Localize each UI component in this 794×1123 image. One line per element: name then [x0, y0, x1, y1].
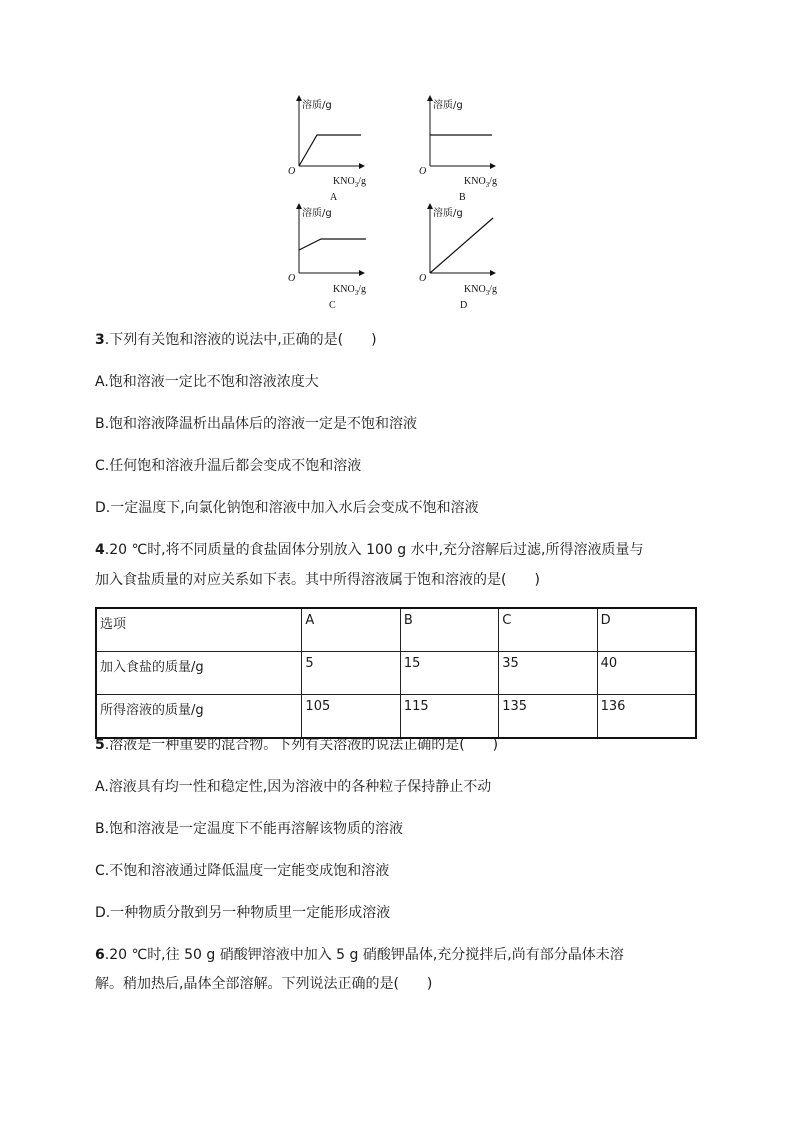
q5-option-a: A.溶液具有均一性和稳定性,因为溶液中的各种粒子保持静止不动: [95, 779, 492, 795]
q6-stem-line1: [95, 945, 624, 965]
q4-stem-line2: 加入食盐质量的对应关系如下表。其中所得溶液属于饱和溶液的是( ): [95, 572, 540, 588]
y-axis-label: 溶质/g: [302, 100, 332, 111]
q4-stem-line1: [95, 540, 644, 560]
q3-stem-text: .下列有关饱和溶液的说法中,正确的是( ): [104, 332, 377, 348]
table-cell: 135: [499, 695, 597, 739]
table-cell: 136: [597, 695, 696, 739]
graphs-svg: [270, 88, 530, 310]
table-cell: 115: [400, 695, 498, 739]
q5-option-d: D.一种物质分散到另一种物质里一定能形成溶液: [95, 905, 391, 921]
x-axis-label: $KNO_3/g$: [464, 284, 497, 297]
q3-option-b: B.饱和溶液降温析出晶体后的溶液一定是不饱和溶液: [95, 416, 418, 432]
x-axis-label: $KNO_3/g$: [333, 284, 366, 297]
graph-panel-c: [288, 204, 366, 310]
q4-stem-text: .20 ℃时,将不同质量的食盐固体分别放入 100 g 水中,充分溶解后过滤,所得溶液质量与: [104, 542, 644, 558]
table-row: [96, 695, 696, 739]
q3-number: 3: [95, 332, 105, 348]
curve-c: [299, 239, 366, 250]
panel-label: A: [330, 192, 338, 203]
q4-number: 4: [95, 542, 105, 558]
panel-label: B: [459, 192, 466, 203]
q6-number: 6: [95, 947, 105, 963]
q6-stem-text: .20 ℃时,往 50 g 硝酸钾溶液中加入 5 g 硝酸钾晶体,充分搅拌后,尚有部分晶体未溶: [104, 947, 624, 963]
table-cell: B: [400, 608, 498, 652]
graph-panel-b: [419, 96, 497, 203]
q5-stem: [95, 735, 498, 755]
table-row: [96, 652, 696, 695]
table-cell: 选项: [96, 608, 302, 652]
origin-label: O: [419, 166, 427, 177]
x-axis-label: $KNO_3/g$: [464, 176, 497, 189]
table-cell: A: [302, 608, 400, 652]
q6-stem-line2: 解。稍加热后,晶体全部溶解。下列说法正确的是( ): [95, 976, 433, 992]
q3-stem: [95, 330, 377, 350]
table-header-row: [96, 608, 696, 652]
q5-stem-text: .溶液是一种重要的混合物。下列有关溶液的说法正确的是( ): [104, 737, 499, 753]
table-cell: 40: [597, 652, 696, 695]
q3-option-c: C.任何饱和溶液升温后都会变成不饱和溶液: [95, 458, 362, 474]
table-cell: 35: [499, 652, 597, 695]
origin-label: O: [288, 273, 296, 284]
origin-label: O: [288, 166, 296, 177]
y-axis-label: 溶质/g: [302, 208, 332, 219]
origin-label: O: [419, 273, 427, 284]
q5-option-c: C.不饱和溶液通过降低温度一定能变成饱和溶液: [95, 863, 390, 879]
graph-panel-d: [419, 204, 497, 310]
table-cell: 加入食盐的质量/g: [96, 652, 302, 695]
table-cell: D: [597, 608, 696, 652]
q3-option-d: D.一定温度下,向氯化钠饱和溶液中加入水后会变成不饱和溶液: [95, 500, 479, 516]
curve-a: [299, 135, 361, 166]
x-axis-label: $KNO_3/g$: [333, 176, 366, 189]
q3-option-a: A.饱和溶液一定比不饱和溶液浓度大: [95, 374, 319, 390]
q5-option-b: B.饱和溶液是一定温度下不能再溶解该物质的溶液: [95, 821, 404, 837]
curve-d: [430, 218, 493, 273]
panel-label: C: [329, 300, 336, 310]
table-cell: 105: [302, 695, 400, 739]
table-cell: 5: [302, 652, 400, 695]
q4-table: [95, 607, 697, 739]
q5-number: 5: [95, 737, 105, 753]
y-axis-label: 溶质/g: [433, 100, 463, 111]
y-axis-label: 溶质/g: [433, 208, 463, 219]
graph-panel-a: [288, 96, 366, 203]
solubility-graphs: [270, 88, 530, 310]
table-cell: C: [499, 608, 597, 652]
panel-label: D: [460, 300, 468, 310]
table-cell: 15: [400, 652, 498, 695]
table-cell: 所得溶液的质量/g: [96, 695, 302, 739]
